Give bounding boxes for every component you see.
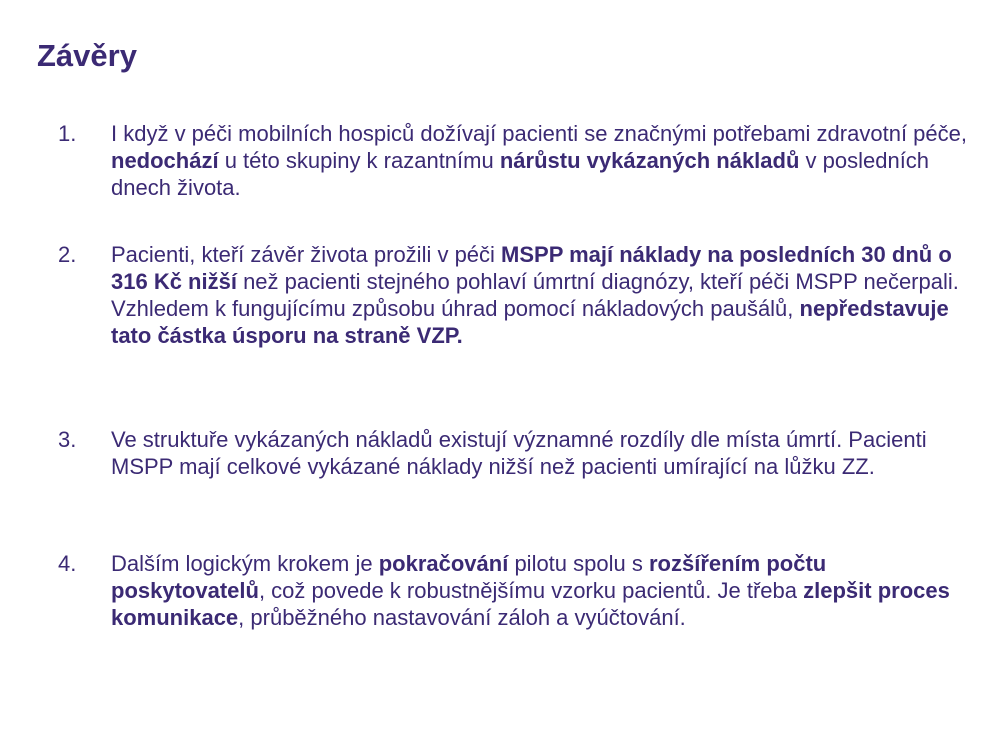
text-segment: , což povede k robustnějšímu vzorku pacientů. Je třeba: [258, 578, 804, 603]
text-segment-bold: nárůstu vykázaných nákladů: [499, 148, 800, 173]
list-item-number: 2.: [58, 242, 77, 267]
text-segment: , průběžného nastavování záloh a vyúčtování.: [238, 605, 686, 630]
text-segment: Pacienti, kteří závěr života prožili v péči: [111, 242, 502, 267]
text-segment: v posledních dnech života.: [111, 148, 930, 200]
list-item-text: [111, 241, 971, 349]
text-segment-bold: pokračování: [378, 551, 509, 576]
list-item-text: [111, 120, 971, 201]
text-segment: Ve struktuře vykázaných nákladů existují významné rozdíly dle místa úmrtí. Pacienti MSPP mají celkové vykázané náklady nižší než pacienti umírající na lůžku ZZ.: [111, 427, 927, 479]
slide-title: Závěry: [37, 38, 137, 73]
list-item-number: 1.: [58, 121, 77, 146]
text-segment-bold: nepředstavuje tato částka úsporu na straně VZP.: [111, 296, 949, 348]
text-segment: I když v péči mobilních hospiců dožívají pacienti se značnými potřebami zdravotní péče,: [111, 121, 967, 146]
text-segment-bold: nedochází: [111, 148, 219, 173]
text-segment: pilotu spolu s: [508, 551, 649, 576]
text-segment-bold: MSPP mají náklady na posledních 30 dnů o 316 Kč nižší: [111, 242, 952, 294]
text-segment: u této skupiny k razantnímu: [218, 148, 500, 173]
list-item-text: [111, 550, 971, 631]
list-item-number: 3.: [58, 427, 77, 452]
text-segment: než pacienti stejného pohlaví úmrtní diagnózy, kteří péči MSPP nečerpali. Vzhledem k fungujícímu způsobu úhrad pomocí nákladových paušálů,: [111, 269, 959, 321]
text-segment-bold: zlepšit proces komunikace: [111, 578, 950, 630]
text-segment-bold: rozšířením počtu poskytovatelů: [111, 551, 827, 603]
text-segment: Dalším logickým krokem je: [111, 551, 379, 576]
list-item-number: 4.: [58, 551, 77, 576]
list-item-text: [111, 426, 971, 480]
